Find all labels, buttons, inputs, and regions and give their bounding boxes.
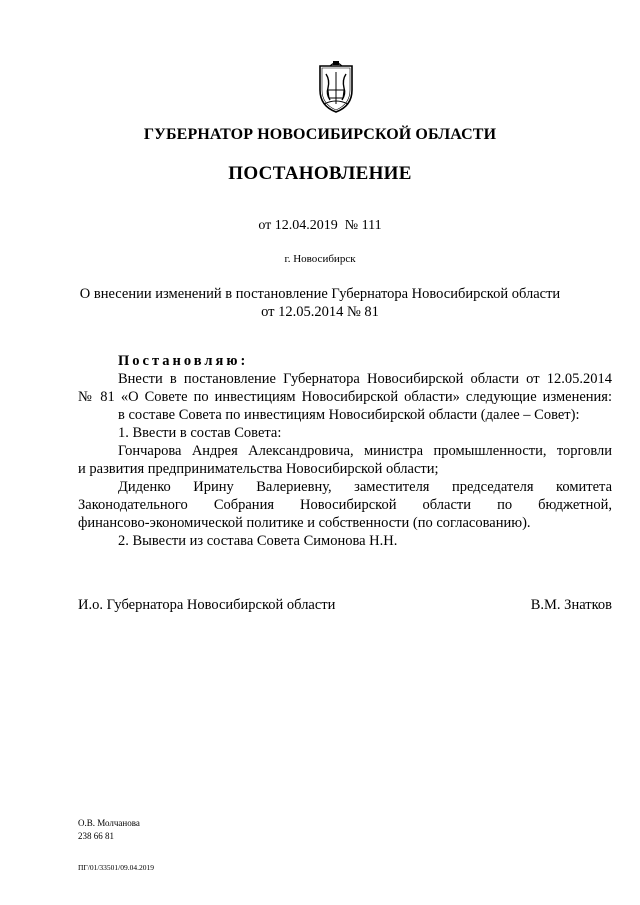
subject-line: О внесении изменений в постановление Губернатора Новосибирской области bbox=[79, 286, 561, 302]
body-item: 2. Вывести из состава Совета Симонова Н.Н. bbox=[118, 533, 398, 549]
signatory-name: В.М. Знатков bbox=[530, 597, 612, 613]
body-line: финансово-экономической политике и собственности (по согласованию). bbox=[78, 515, 531, 531]
issuer-heading: ГУБЕРНАТОР НОВОСИБИРСКОЙ ОБЛАСТИ bbox=[143, 126, 497, 143]
executor-phone: 238 66 81 bbox=[78, 831, 114, 841]
body-item: 1. Ввести в состав Совета: bbox=[118, 425, 282, 441]
executor-info bbox=[78, 817, 140, 843]
resolve-word: Постановляю: bbox=[118, 353, 249, 369]
body-line: Гончарова Андрея Александровича, министра промышленности, торговли bbox=[118, 443, 612, 459]
signatory-position: И.о. Губернатора Новосибирской области bbox=[78, 597, 336, 613]
body-line: и развития предпринимательства Новосибирской области; bbox=[78, 461, 439, 477]
body-line: Внести в постановление Губернатора Новосибирской области от 12.05.2014 bbox=[118, 371, 612, 387]
subject-line: от 12.05.2014 № 81 bbox=[261, 304, 379, 320]
document-date-number: от 12.04.2019 № 111 bbox=[258, 218, 382, 233]
city-label: г. Новосибирск bbox=[284, 253, 356, 265]
document-code: ПГ/01/33501/09.04.2019 bbox=[78, 863, 155, 872]
body-line: Законодательного Собрания Новосибирской области по бюджетной, bbox=[78, 497, 612, 513]
document-subject bbox=[0, 285, 640, 321]
coat-of-arms-icon bbox=[316, 60, 356, 114]
body-line: Диденко Ирину Валериевну, заместителя председателя комитета bbox=[118, 479, 612, 495]
body-line: № 81 «О Совете по инвестициям Новосибирской области» следующие изменения: bbox=[78, 389, 612, 405]
document-type-title: ПОСТАНОВЛЕНИЕ bbox=[228, 163, 412, 184]
document-body bbox=[78, 352, 612, 550]
body-line: в составе Совета по инвестициям Новосибирской области (далее – Совет): bbox=[118, 407, 580, 423]
executor-name: О.В. Молчанова bbox=[78, 818, 140, 828]
